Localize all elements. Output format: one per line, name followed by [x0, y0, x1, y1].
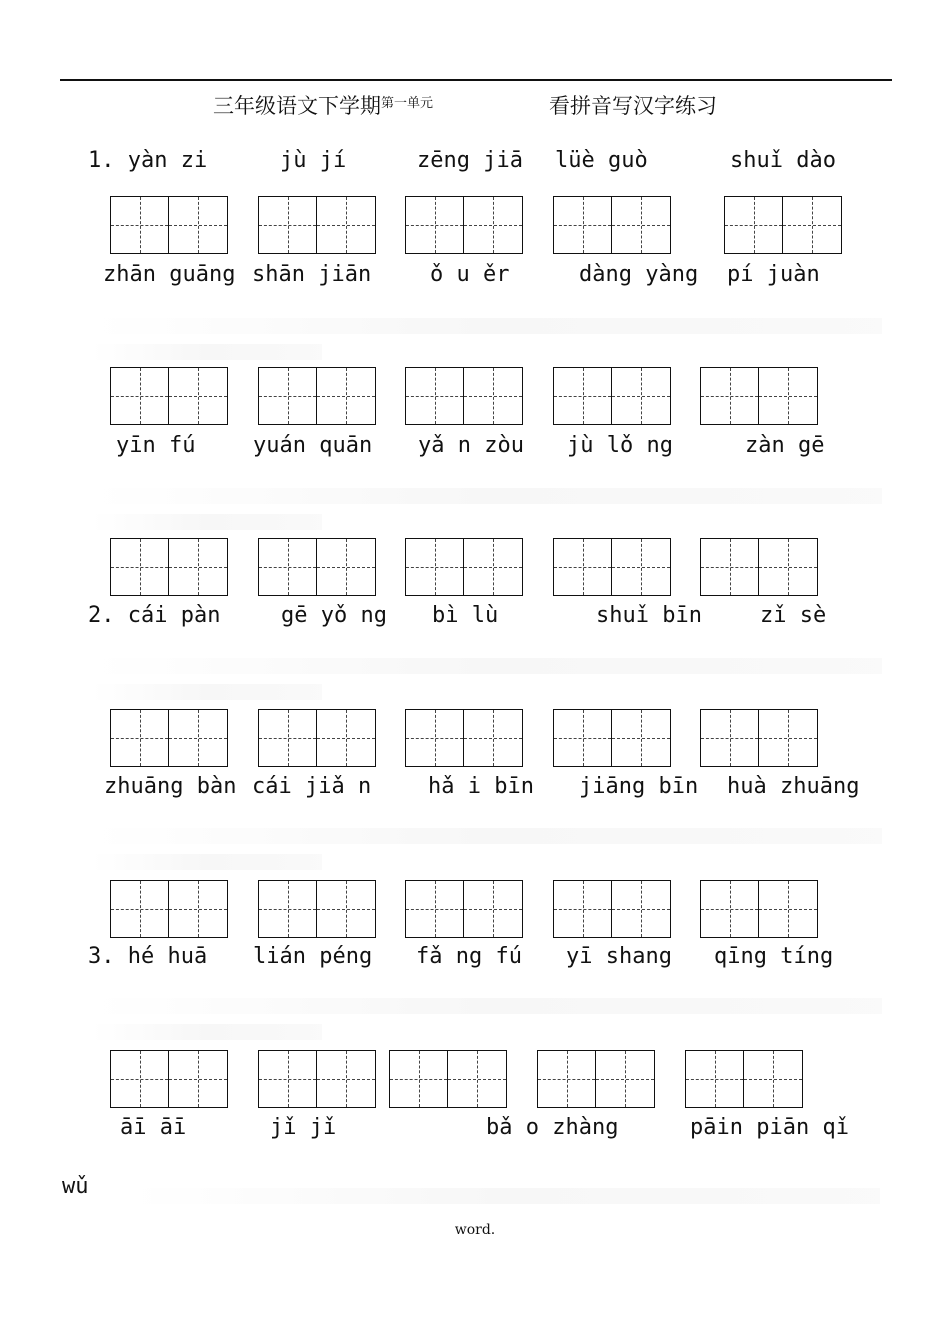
- grid-guide-vertical: [288, 881, 289, 937]
- grid-guide-vertical: [788, 368, 789, 424]
- pinyin-word: bì lù: [432, 603, 499, 628]
- grid-cell[interactable]: [554, 197, 612, 253]
- pinyin-line-2: [0, 262, 950, 292]
- writing-grid[interactable]: [110, 880, 228, 938]
- grid-guide-vertical: [788, 539, 789, 595]
- grid-guide-vertical: [567, 1051, 568, 1107]
- pinyin-line-1: [0, 148, 950, 178]
- pinyin-word: pāin piān qǐ: [690, 1115, 849, 1140]
- pinyin-word: zēng jiā: [417, 148, 523, 173]
- grid-guide-vertical: [754, 197, 755, 253]
- grid-cell[interactable]: [406, 368, 464, 424]
- grid-cell[interactable]: [464, 368, 522, 424]
- grid-guide-vertical: [346, 1051, 347, 1107]
- grid-guide-vertical: [583, 539, 584, 595]
- grid-guide-vertical: [140, 197, 141, 253]
- grid-cell[interactable]: [259, 1051, 317, 1107]
- grid-cell[interactable]: [554, 881, 612, 937]
- pinyin-word: cái jiǎ n: [252, 774, 372, 799]
- faint-text-line: [92, 488, 882, 504]
- grid-cell[interactable]: [259, 710, 317, 766]
- grid-cell[interactable]: [111, 1051, 169, 1107]
- grid-guide-vertical: [583, 197, 584, 253]
- pinyin-word: yuán quān: [253, 433, 373, 458]
- grid-guide-vertical: [641, 368, 642, 424]
- grid-cell[interactable]: [554, 539, 612, 595]
- grid-cell[interactable]: [759, 710, 817, 766]
- faint-text-line: [92, 1024, 322, 1040]
- writing-grid[interactable]: [700, 709, 818, 767]
- pinyin-word: 2. cái pàn: [88, 603, 221, 628]
- pinyin-word: gē yǒ ng: [281, 603, 387, 628]
- writing-grid[interactable]: [110, 538, 228, 596]
- grid-cell[interactable]: [169, 197, 227, 253]
- grid-cell[interactable]: [554, 368, 612, 424]
- writing-grid[interactable]: [405, 196, 523, 254]
- faint-text-line: [92, 684, 322, 700]
- grid-guide-vertical: [493, 368, 494, 424]
- pinyin-word: āī āī: [120, 1115, 187, 1140]
- grid-guide-vertical: [788, 881, 789, 937]
- writing-grid[interactable]: [258, 538, 376, 596]
- faint-text-line: [92, 658, 882, 674]
- writing-grid[interactable]: [553, 196, 671, 254]
- grid-cell[interactable]: [406, 710, 464, 766]
- grid-guide-vertical: [435, 539, 436, 595]
- grid-guide-vertical: [477, 1051, 478, 1107]
- writing-grid[interactable]: [389, 1050, 507, 1108]
- writing-grid[interactable]: [724, 196, 842, 254]
- grid-cell[interactable]: [464, 881, 522, 937]
- grid-guide-vertical: [140, 1051, 141, 1107]
- pinyin-line-7: [0, 1115, 950, 1145]
- grid-cell[interactable]: [538, 1051, 596, 1107]
- writing-grid[interactable]: [258, 196, 376, 254]
- grid-guide-vertical: [419, 1051, 420, 1107]
- pinyin-word: qīng tíng: [714, 944, 834, 969]
- grid-cell[interactable]: [406, 881, 464, 937]
- grid-cell[interactable]: [701, 539, 759, 595]
- grid-cell[interactable]: [259, 881, 317, 937]
- grid-cell[interactable]: [554, 710, 612, 766]
- grid-cell[interactable]: [612, 539, 670, 595]
- grid-cell[interactable]: [612, 368, 670, 424]
- pinyin-word: fǎ ng fú: [416, 944, 522, 969]
- grid-cell[interactable]: [406, 197, 464, 253]
- grid-guide-vertical: [773, 1051, 774, 1107]
- faint-text-line: [92, 318, 882, 334]
- grid-cell[interactable]: [317, 539, 375, 595]
- grid-guide-vertical: [140, 881, 141, 937]
- faint-text-line: [92, 828, 882, 844]
- grid-cell[interactable]: [111, 197, 169, 253]
- grid-cell[interactable]: [259, 539, 317, 595]
- grid-guide-vertical: [641, 710, 642, 766]
- grid-cell[interactable]: [686, 1051, 744, 1107]
- writing-grid[interactable]: [553, 880, 671, 938]
- grid-guide-vertical: [625, 1051, 626, 1107]
- grid-cell[interactable]: [406, 539, 464, 595]
- grid-guide-vertical: [435, 710, 436, 766]
- grid-guide-vertical: [198, 710, 199, 766]
- faint-text-line: [92, 514, 322, 530]
- grid-guide-vertical: [730, 368, 731, 424]
- grid-cell[interactable]: [169, 539, 227, 595]
- pinyin-word: lüè guò: [555, 148, 648, 173]
- grid-cell[interactable]: [259, 368, 317, 424]
- writing-grid[interactable]: [700, 367, 818, 425]
- writing-grid[interactable]: [110, 1050, 228, 1108]
- title-task: 看拼音写汉字练习: [549, 94, 717, 118]
- grid-cell[interactable]: [701, 710, 759, 766]
- grid-guide-vertical: [641, 197, 642, 253]
- grid-cell[interactable]: [744, 1051, 802, 1107]
- pinyin-word: zàn gē: [745, 433, 825, 458]
- grid-guide-vertical: [288, 539, 289, 595]
- grid-cell[interactable]: [464, 197, 522, 253]
- grid-guide-vertical: [583, 368, 584, 424]
- grid-guide-vertical: [140, 539, 141, 595]
- grid-cell[interactable]: [464, 539, 522, 595]
- writing-grid[interactable]: [700, 538, 818, 596]
- pinyin-word: yǎ n zòu: [418, 433, 524, 458]
- grid-cell[interactable]: [759, 881, 817, 937]
- grid-guide-vertical: [435, 368, 436, 424]
- grid-guide-vertical: [346, 881, 347, 937]
- grid-guide-vertical: [641, 539, 642, 595]
- grid-guide-vertical: [346, 710, 347, 766]
- writing-grid[interactable]: [685, 1050, 803, 1108]
- grid-cell[interactable]: [111, 710, 169, 766]
- grid-guide-vertical: [346, 368, 347, 424]
- grid-cell[interactable]: [317, 710, 375, 766]
- grid-guide-vertical: [346, 539, 347, 595]
- grid-cell[interactable]: [111, 881, 169, 937]
- pinyin-word: jù lǒ ng: [567, 433, 673, 458]
- top-rule: [60, 79, 892, 81]
- grid-cell[interactable]: [612, 881, 670, 937]
- faint-text-line: [92, 998, 882, 1014]
- writing-grid[interactable]: [553, 367, 671, 425]
- faint-text-line: [130, 1188, 880, 1204]
- pinyin-word: huà zhuāng: [727, 774, 860, 799]
- pinyin-line-6: [0, 944, 950, 974]
- pinyin-word: yī shang: [566, 944, 672, 969]
- writing-grid[interactable]: [110, 709, 228, 767]
- pinyin-word: dàng yàng: [579, 262, 699, 287]
- pinyin-word: pí juàn: [727, 262, 820, 287]
- grid-guide-vertical: [730, 539, 731, 595]
- pinyin-word: zhān guāng: [103, 262, 236, 287]
- faint-text-line: [92, 854, 322, 870]
- title-main: 三年级语文下学期$^{第一单元}$: [213, 94, 434, 118]
- grid-cell[interactable]: [169, 368, 227, 424]
- grid-guide-vertical: [493, 197, 494, 253]
- writing-grid[interactable]: [700, 880, 818, 938]
- pinyin-word: jiāng bīn: [579, 774, 699, 799]
- writing-grid[interactable]: [553, 709, 671, 767]
- writing-grid[interactable]: [258, 880, 376, 938]
- writing-grid[interactable]: [258, 709, 376, 767]
- page-title: [0, 90, 950, 124]
- grid-cell[interactable]: [612, 710, 670, 766]
- writing-grid[interactable]: [537, 1050, 655, 1108]
- grid-guide-vertical: [583, 710, 584, 766]
- grid-cell[interactable]: [390, 1051, 448, 1107]
- grid-cell[interactable]: [701, 368, 759, 424]
- writing-grid[interactable]: [553, 538, 671, 596]
- grid-cell[interactable]: [169, 710, 227, 766]
- pinyin-line-3: [0, 433, 950, 463]
- grid-cell[interactable]: [169, 1051, 227, 1107]
- grid-cell[interactable]: [596, 1051, 654, 1107]
- grid-cell[interactable]: [317, 197, 375, 253]
- grid-guide-vertical: [435, 197, 436, 253]
- grid-guide-vertical: [140, 710, 141, 766]
- grid-cell[interactable]: [759, 539, 817, 595]
- grid-guide-vertical: [493, 881, 494, 937]
- title-unit: 第一单元: [381, 96, 434, 111]
- pinyin-word: lián péng: [253, 944, 373, 969]
- grid-cell[interactable]: [317, 881, 375, 937]
- grid-cell[interactable]: [464, 710, 522, 766]
- pinyin-word: 3. hé huā: [88, 944, 208, 969]
- grid-guide-vertical: [730, 710, 731, 766]
- tail-pinyin: wǔ: [62, 1174, 89, 1199]
- pinyin-word: zǐ sè: [760, 603, 827, 628]
- grid-cell[interactable]: [725, 197, 783, 253]
- grid-guide-vertical: [435, 881, 436, 937]
- writing-grid[interactable]: [405, 709, 523, 767]
- grid-guide-vertical: [288, 368, 289, 424]
- grid-guide-vertical: [198, 881, 199, 937]
- writing-grid[interactable]: [405, 880, 523, 938]
- grid-guide-vertical: [140, 368, 141, 424]
- grid-guide-vertical: [198, 197, 199, 253]
- grid-guide-vertical: [288, 197, 289, 253]
- grid-guide-vertical: [198, 539, 199, 595]
- pinyin-line-5: [0, 774, 950, 804]
- grid-guide-vertical: [288, 1051, 289, 1107]
- grid-guide-vertical: [346, 197, 347, 253]
- pinyin-word: yīn fú: [116, 433, 196, 458]
- grid-guide-vertical: [493, 539, 494, 595]
- grid-guide-vertical: [583, 881, 584, 937]
- writing-grid[interactable]: [258, 1050, 376, 1108]
- pinyin-word: shuǐ bīn: [596, 603, 702, 628]
- pinyin-word: ǒ u ěr: [430, 262, 510, 287]
- grid-guide-vertical: [198, 1051, 199, 1107]
- grid-guide-vertical: [641, 881, 642, 937]
- grid-cell[interactable]: [612, 197, 670, 253]
- grid-cell[interactable]: [259, 197, 317, 253]
- grid-cell[interactable]: [701, 881, 759, 937]
- writing-grid[interactable]: [110, 367, 228, 425]
- grid-cell[interactable]: [759, 368, 817, 424]
- writing-grid[interactable]: [110, 196, 228, 254]
- writing-grid[interactable]: [258, 367, 376, 425]
- pinyin-word: shān jiān: [252, 262, 372, 287]
- grid-cell[interactable]: [317, 1051, 375, 1107]
- grid-guide-vertical: [730, 881, 731, 937]
- pinyin-word: zhuāng bàn: [104, 774, 237, 799]
- grid-cell[interactable]: [111, 539, 169, 595]
- grid-guide-vertical: [198, 368, 199, 424]
- grid-guide-vertical: [288, 710, 289, 766]
- pinyin-word: shuǐ dào: [730, 148, 836, 173]
- grid-guide-vertical: [493, 710, 494, 766]
- pinyin-word: jǐ jǐ: [270, 1115, 337, 1140]
- pinyin-word: bǎ o zhàng: [486, 1115, 619, 1140]
- grid-cell[interactable]: [448, 1051, 506, 1107]
- grid-cell[interactable]: [783, 197, 841, 253]
- faint-text-line: [92, 344, 322, 360]
- footer-text: word.: [454, 1222, 496, 1238]
- grid-guide-vertical: [812, 197, 813, 253]
- writing-grid[interactable]: [405, 367, 523, 425]
- pinyin-word: 1. yàn zi: [88, 148, 208, 173]
- pinyin-line-4: [0, 603, 950, 633]
- writing-grid[interactable]: [405, 538, 523, 596]
- pinyin-word: jù jí: [280, 148, 347, 173]
- grid-cell[interactable]: [169, 881, 227, 937]
- grid-guide-vertical: [788, 710, 789, 766]
- pinyin-word: hǎ i bīn: [428, 774, 534, 799]
- grid-guide-vertical: [715, 1051, 716, 1107]
- grid-cell[interactable]: [111, 368, 169, 424]
- grid-cell[interactable]: [317, 368, 375, 424]
